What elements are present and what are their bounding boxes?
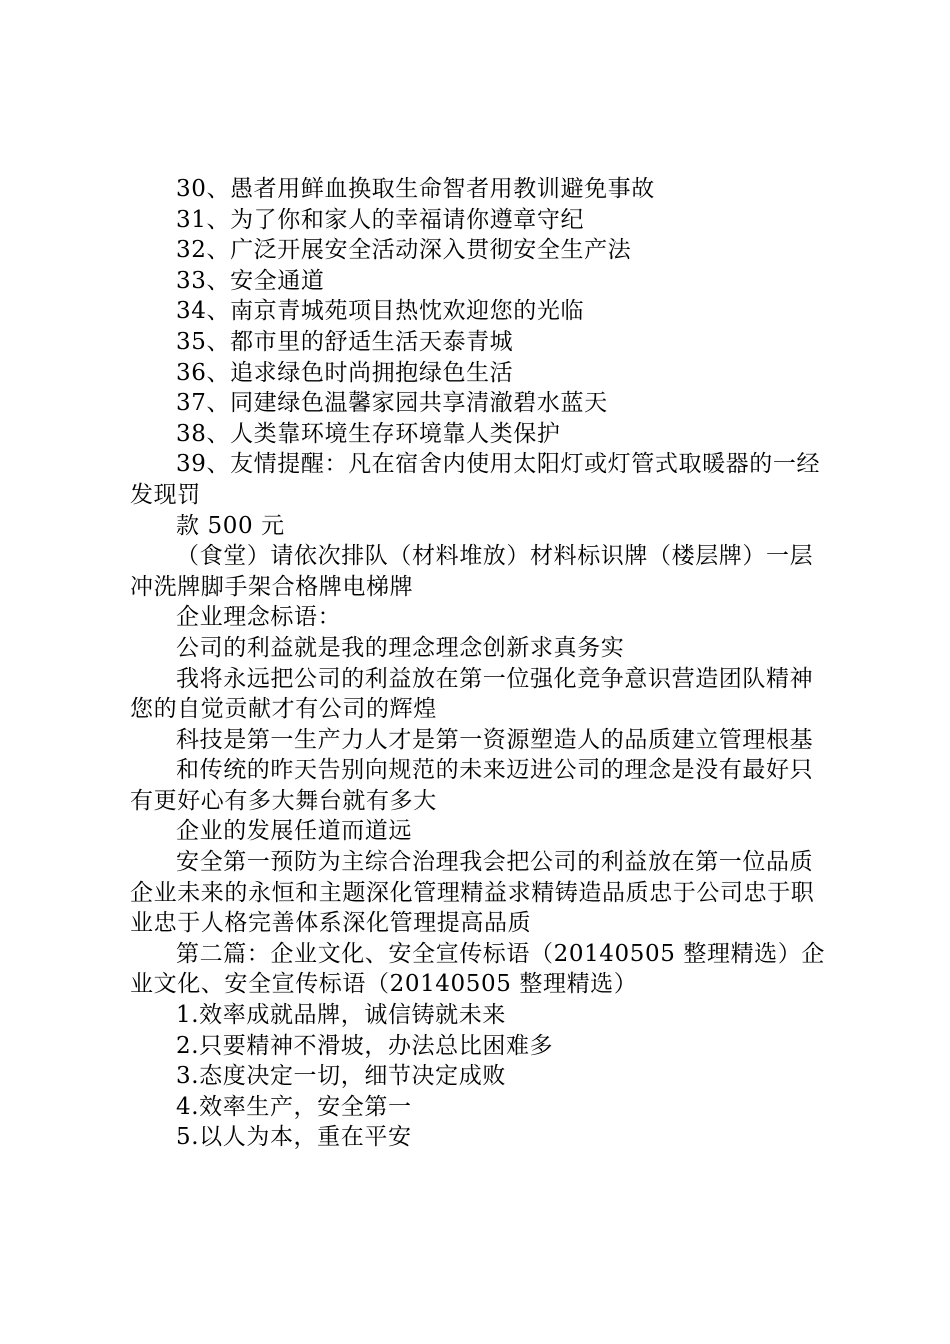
paragraph-numbered-4: 4.效率生产，安全第一 <box>176 1093 412 1120</box>
paragraph-philosophy-4: 和传统的昨天告别向规范的未来迈进公司的理念是没有最好只有更好心有多大舞台就有多大 <box>130 757 814 814</box>
paragraph-philosophy-heading: 企业理念标语： <box>176 604 342 631</box>
paragraph-slogan-33: 33、安全通道 <box>176 267 325 294</box>
paragraph-slogan-32: 32、广泛开展安全活动深入贯彻安全生产法 <box>176 237 632 264</box>
document-body <box>130 174 834 1153</box>
paragraph-philosophy-6: 安全第一预防为主综合治理我会把公司的利益放在第一位品质企业未来的永恒和主题深化管理精益求精铸造品质忠于公司忠于职业忠于人格完善体系深化管理提高品质 <box>130 849 815 937</box>
paragraph-philosophy-2: 我将永远把公司的利益放在第一位强化竞争意识营造团队精神您的自觉贡献才有公司的辉煌 <box>130 665 814 723</box>
paragraph-slogan-30: 30、愚者用鲜血换取生命智者用教训避免事故 <box>176 176 655 202</box>
paragraph-slogan-35: 35、都市里的舒适生活天泰青城 <box>176 328 514 355</box>
paragraph-numbered-2: 2.只要精神不滑坡，办法总比困难多 <box>176 1032 554 1059</box>
paragraph-numbered-1: 1.效率成就品牌，诚信铸就未来 <box>176 1002 506 1029</box>
paragraph-slogan-39: 39、友情提醒：凡在宿舍内使用太阳灯或灯管式取暖器的一经发现罚 <box>130 451 821 508</box>
paragraph-numbered-3: 3.态度决定一切，细节决定成败 <box>176 1063 506 1090</box>
paragraph-signage-list: （食堂）请依次排队（材料堆放）材料标识牌（楼层牌）一层冲洗牌脚手架合格牌电梯牌 <box>130 543 814 600</box>
paragraph-slogan-31: 31、为了你和家人的幸福请你遵章守纪 <box>176 206 585 233</box>
paragraph-fine-amount: 款 500 元 <box>176 512 285 539</box>
paragraph-philosophy-1: 公司的利益就是我的理念理念创新求真务实 <box>176 634 625 661</box>
paragraph-philosophy-5: 企业的发展任道而道远 <box>176 818 412 845</box>
paragraph-slogan-36: 36、追求绿色时尚拥抱绿色生活 <box>176 359 514 386</box>
paragraph-slogan-34: 34、南京青城苑项目热忱欢迎您的光临 <box>176 298 585 325</box>
paragraph-numbered-5: 5.以人为本，重在平安 <box>176 1124 412 1151</box>
paragraph-section-two-title: 第二篇：企业文化、安全宣传标语（20140505 整理精选）企业文化、安全宣传标语（20140505 整理精选） <box>130 940 825 998</box>
paragraph-slogan-38: 38、人类靠环境生存环境靠人类保护 <box>176 420 561 447</box>
paragraph-slogan-37: 37、同建绿色温馨家园共享清澈碧水蓝天 <box>176 390 608 417</box>
paragraph-philosophy-3: 科技是第一生产力人才是第一资源塑造人的品质建立管理根基 <box>176 726 814 753</box>
